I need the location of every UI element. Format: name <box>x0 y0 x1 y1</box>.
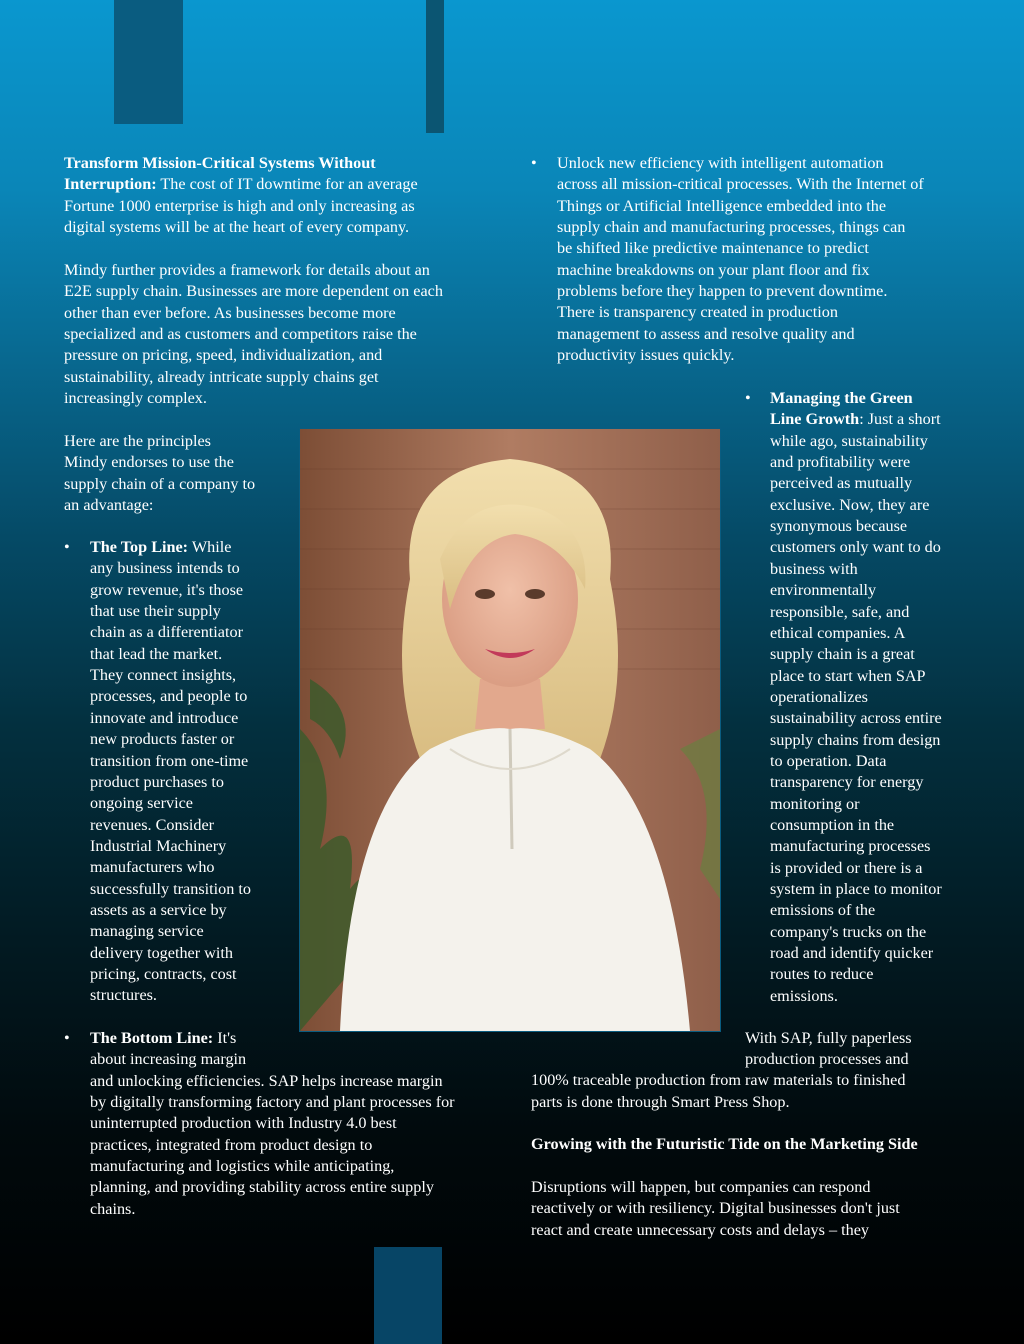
paperless-line: production processes and <box>745 1050 909 1068</box>
paragraph-transform-line-3: Fortune 1000 enterprise is high and only increasing as <box>64 197 415 215</box>
bottom-line-line: planning, and providing stability across entire supply <box>90 1178 434 1197</box>
top-line-line: chain as a differentiator <box>90 623 243 642</box>
green-line: monitoring or <box>770 794 860 813</box>
green-line: supply chain is a great <box>770 645 915 664</box>
green-line-heading-1: Managing the Green <box>770 389 913 407</box>
automation-line: management to assess and resolve quality and <box>557 324 855 343</box>
bullet-marker: • <box>64 1029 70 1047</box>
top-line-line: that use their supply <box>90 602 221 621</box>
paragraph-transform-line-2: Interruption: The cost of IT downtime for an average <box>64 175 418 193</box>
top-line-line: structures. <box>90 986 157 1005</box>
paperless-line: With SAP, fully paperless <box>745 1029 912 1047</box>
green-line-heading-2: Line Growth: Just a short <box>770 410 941 428</box>
green-line: routes to reduce <box>770 965 874 984</box>
automation-line: supply chain and manufacturing processes, things can <box>557 218 906 237</box>
paragraph-principles-line: supply chain of a company to <box>64 475 256 493</box>
paragraph-framework-line: specialized and as customers and competitors raise the <box>64 325 417 343</box>
portrait-photo <box>299 428 721 1032</box>
top-line-line: manufacturers who <box>90 858 215 877</box>
green-line: place to start when SAP <box>770 666 926 685</box>
decorative-bar-top-left <box>114 0 183 124</box>
green-line: ethical companies. A <box>770 623 906 642</box>
bottom-line-first: The Bottom Line: It's <box>90 1029 237 1047</box>
paragraph-transform-line-4: digital systems will be at the heart of every company. <box>64 218 410 236</box>
top-line-line: transition from one-time <box>90 751 249 770</box>
green-line: emissions. <box>770 986 838 1005</box>
top-line-line: Industrial Machinery <box>90 836 227 855</box>
paragraph-framework-line: sustainability, already intricate supply chains get <box>64 368 379 386</box>
paragraph-principles-line: Mindy endorses to use the <box>64 453 234 471</box>
paragraph-framework-line: other than ever before. As businesses become more <box>64 304 396 322</box>
automation-line: problems before they happen to prevent downtime. <box>557 282 888 301</box>
green-line: business with <box>770 559 858 578</box>
paragraph-principles-line: Here are the principles <box>64 432 211 450</box>
bottom-line-line: and unlocking efficiencies. SAP helps increase margin <box>90 1071 443 1090</box>
top-line-line: innovate and introduce <box>90 708 239 727</box>
green-line: synonymous because <box>770 517 908 536</box>
top-line-line: assets as a service by <box>90 900 227 919</box>
top-line-line: product purchases to <box>90 772 224 791</box>
bottom-line-line: manufacturing and logistics while anticipating, <box>90 1157 395 1176</box>
bottom-line-line: chains. <box>90 1199 136 1218</box>
top-line-line: successfully transition to <box>90 879 251 898</box>
automation-line: be shifted like predictive maintenance to predict <box>557 239 869 258</box>
top-line-line: revenues. Consider <box>90 815 215 834</box>
top-line-line: new products faster or <box>90 730 235 749</box>
section-heading-marketing: Growing with the Futuristic Tide on the Marketing Side <box>531 1135 918 1153</box>
green-line: responsible, safe, and <box>770 602 910 621</box>
paragraph-principles-line: an advantage: <box>64 496 154 514</box>
decorative-bar-top-center <box>426 0 444 133</box>
green-line: supply chains from design <box>770 730 941 749</box>
green-line: sustainability across entire <box>770 709 942 728</box>
bullet-marker: • <box>64 538 70 556</box>
paragraph-framework-line: pressure on pricing, speed, individualization, and <box>64 346 383 364</box>
paragraph-framework-line: increasingly complex. <box>64 389 207 407</box>
green-line: exclusive. Now, they are <box>770 495 930 514</box>
green-line: perceived as mutually <box>770 474 913 493</box>
green-line: emissions of the <box>770 901 876 920</box>
paperless-line: 100% traceable production from raw materials to finished <box>531 1071 906 1089</box>
green-line: company's trucks on the <box>770 922 927 941</box>
automation-line: machine breakdowns on your plant floor and fix <box>557 260 870 279</box>
green-line: operationalizes <box>770 687 868 706</box>
top-line-line: They connect insights, <box>90 666 237 685</box>
paperless-line: parts is done through Smart Press Shop. <box>531 1093 790 1111</box>
automation-line: There is transparency created in production <box>557 303 838 322</box>
bullet-marker: • <box>745 389 751 407</box>
green-line: road and identify quicker <box>770 944 934 963</box>
green-line: consumption in the <box>770 816 895 834</box>
bottom-line-line: uninterrupted production with Industry 4.0 best <box>90 1114 397 1133</box>
bottom-line-line: about increasing margin <box>90 1050 247 1069</box>
green-line: system in place to monitor <box>770 880 942 899</box>
top-line-line: any business intends to <box>90 559 240 578</box>
automation-line: Things or Artificial Intelligence embedded into the <box>557 196 887 215</box>
green-line: customers only want to do <box>770 538 941 557</box>
green-line: to operation. Data <box>770 751 887 770</box>
green-line: and profitability were <box>770 453 911 472</box>
top-line-line: managing service <box>90 922 204 941</box>
portrait-illustration <box>300 429 720 1031</box>
top-line-line: grow revenue, it's those <box>90 580 244 599</box>
automation-line: Unlock new efficiency with intelligent automation <box>557 154 884 172</box>
paragraph-transform-line-1: Transform Mission-Critical Systems Without <box>64 154 376 172</box>
top-line-line: delivery together with <box>90 943 233 962</box>
automation-line: productivity issues quickly. <box>557 346 735 365</box>
bottom-line-line: practices, integrated from product design to <box>90 1135 373 1154</box>
paragraph-framework-line: Mindy further provides a framework for details about an <box>64 261 430 279</box>
green-line: manufacturing processes <box>770 837 931 856</box>
top-line-line: pricing, contracts, cost <box>90 965 237 983</box>
bottom-line-line: by digitally transforming factory and plant processes for <box>90 1093 455 1112</box>
green-line: while ago, sustainability <box>770 431 928 450</box>
green-line: transparency for energy <box>770 773 924 792</box>
bullet-marker: • <box>531 154 537 172</box>
green-line: is provided or there is a <box>770 858 923 877</box>
automation-line: across all mission-critical processes. With the Internet of <box>557 175 924 194</box>
top-line-line: that lead the market. <box>90 644 223 663</box>
top-line-line: processes, and people to <box>90 687 248 706</box>
decorative-bar-bottom <box>374 1247 442 1344</box>
disruptions-line: reactively or with resiliency. Digital businesses don't just <box>531 1199 900 1217</box>
disruptions-line: Disruptions will happen, but companies can respond <box>531 1178 871 1196</box>
top-line-first: The Top Line: While <box>90 538 232 556</box>
top-line-line: ongoing service <box>90 794 193 813</box>
disruptions-line: react and create unnecessary costs and delays – they <box>531 1221 869 1239</box>
green-line: environmentally <box>770 581 877 600</box>
paragraph-framework-line: E2E supply chain. Businesses are more dependent on each <box>64 282 443 300</box>
